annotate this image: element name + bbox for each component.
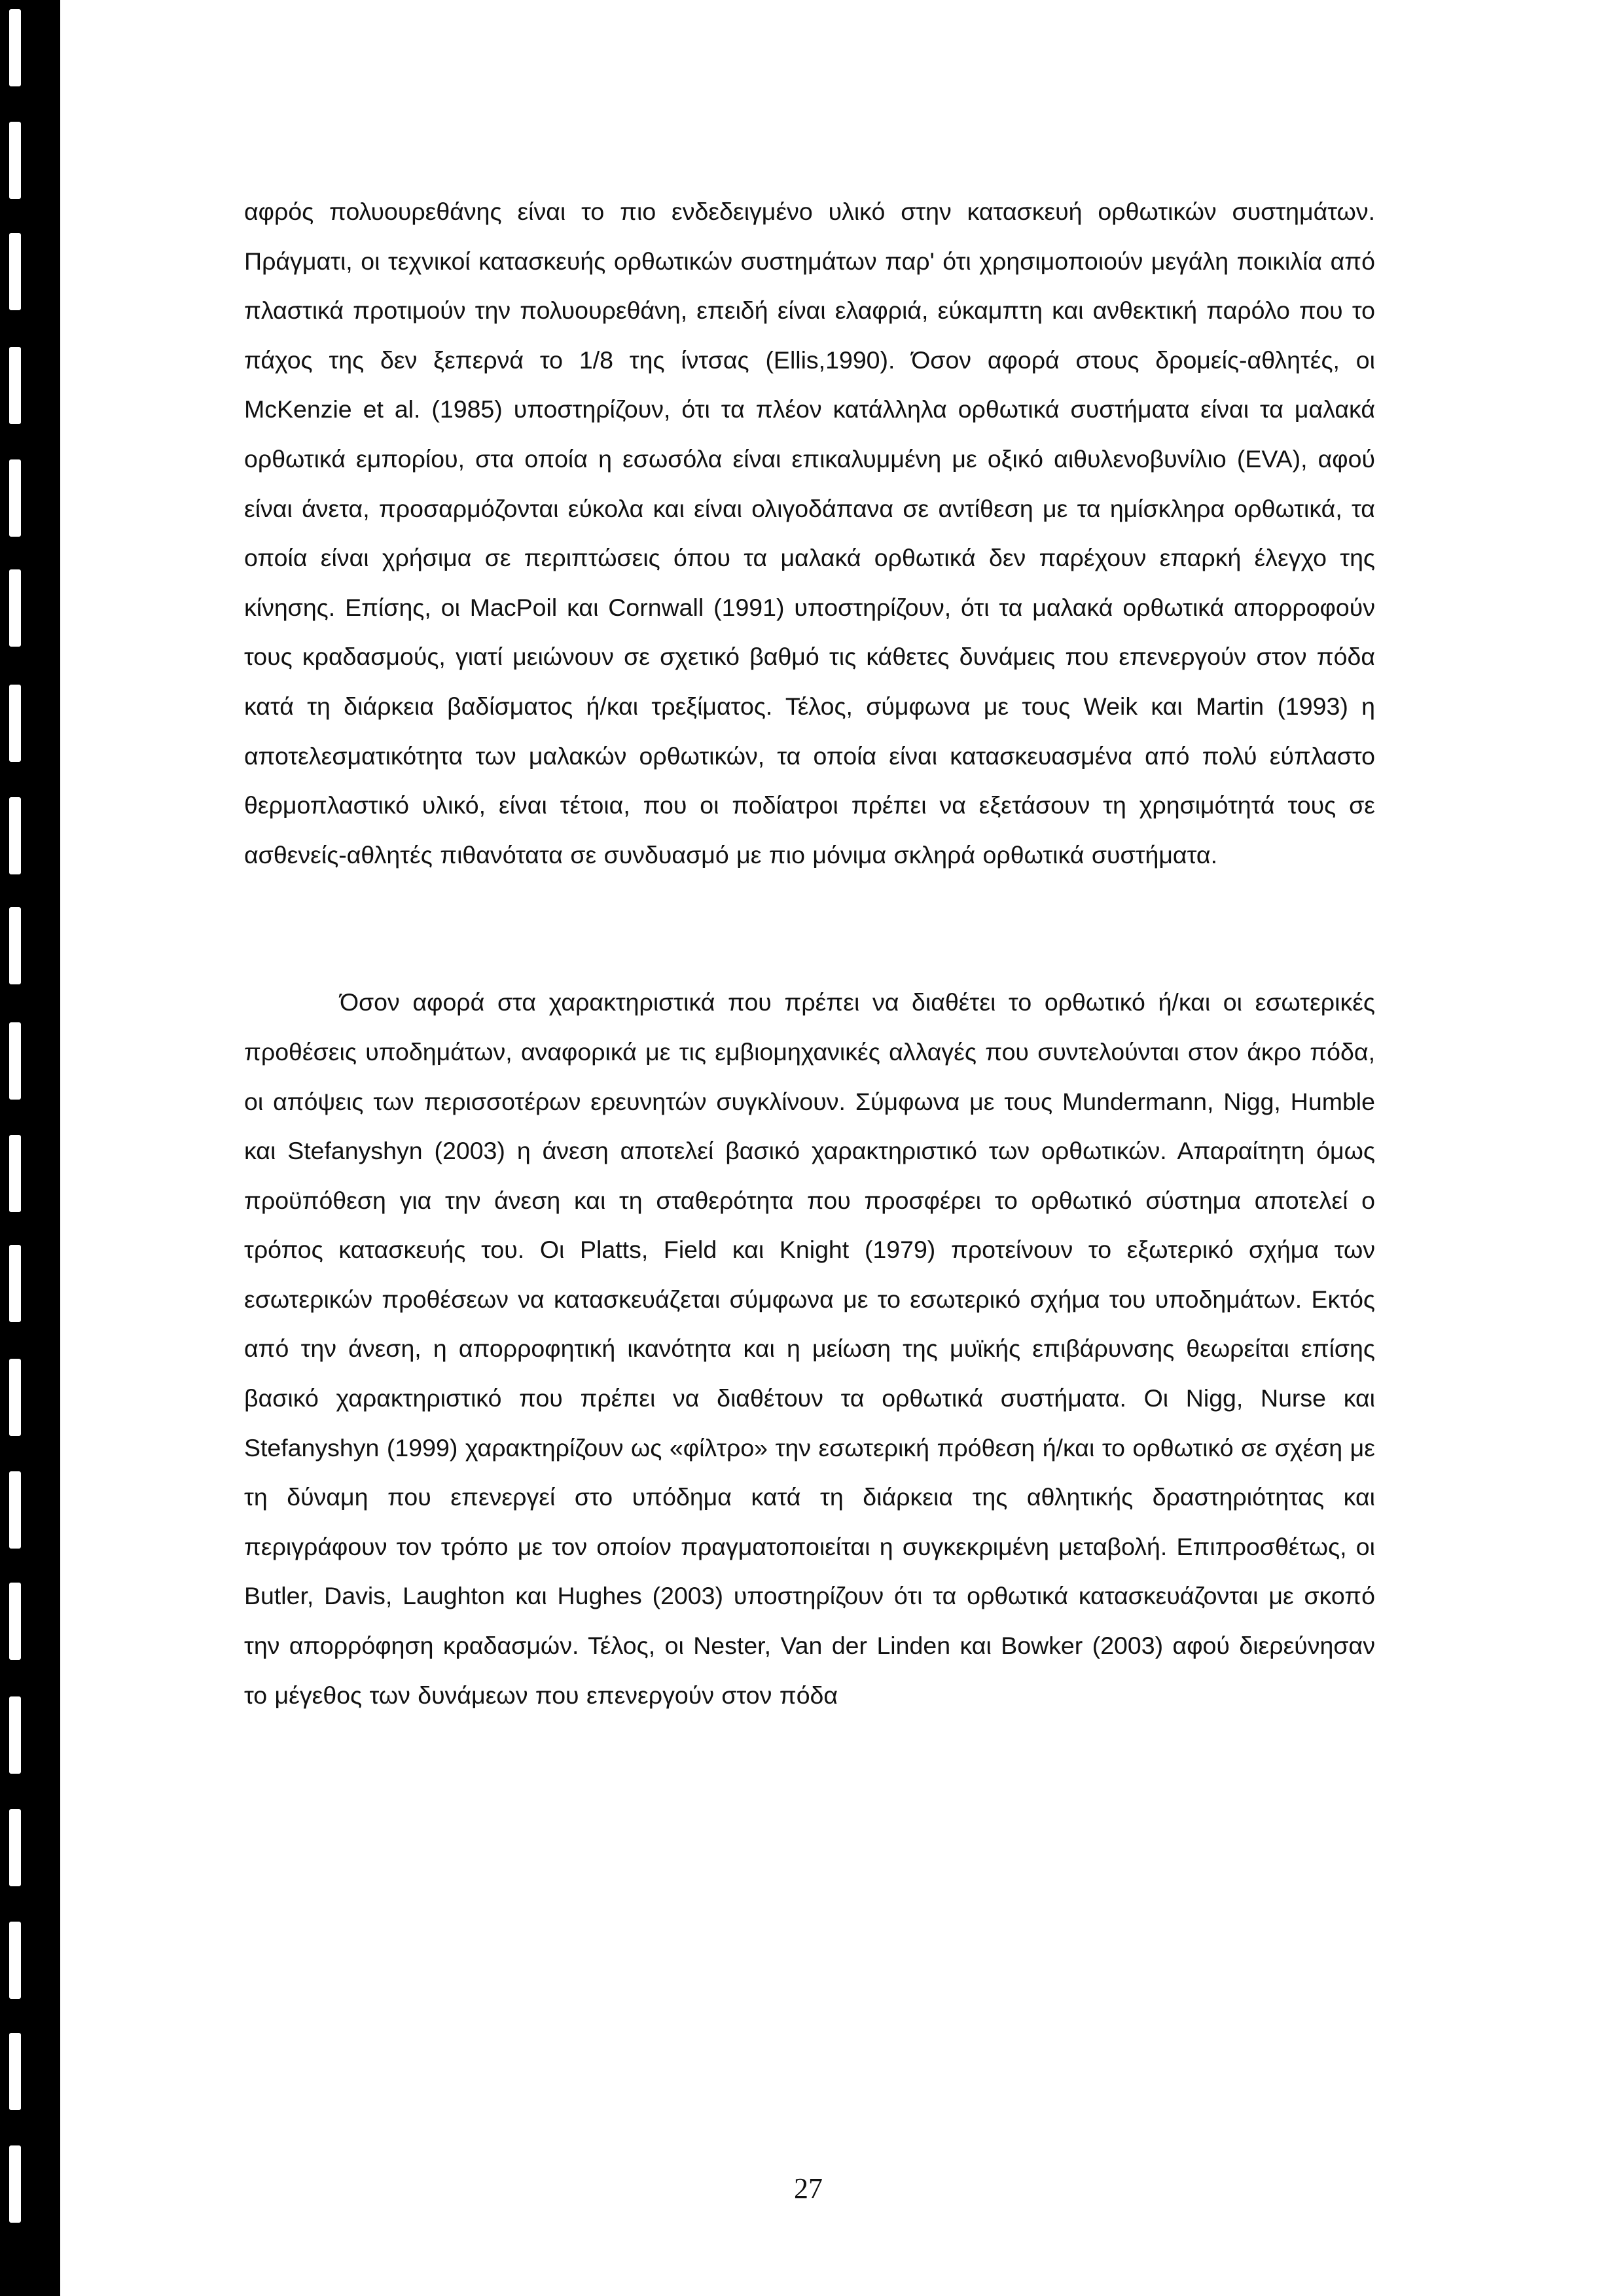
binder-hole — [9, 1696, 21, 1774]
body-paragraph: Όσον αφορά στα χαρακτηριστικά που πρέπει να διαθέτει το ορθωτικό ή/και οι εσωτερικές προθέσεις υποδημάτων, αναφορικά με τις εμβιομηχανικές αλλαγές που συντελούνται στον άκρο πόδα, οι απόψεις των περισσοτέρων ερευνητών συγκλίνουν. Σύμφωνα με τους Mundermann, Nigg, Humble και Stefanyshyn (2003) η άνεση αποτελεί βασικό χαρακτηριστικό των ορθωτικών. Απαραίτητη όμως προϋπόθεση για την άνεση και τη σταθερότητα που προσφέρει το ορθωτικό σύστημα αποτελεί ο τρόπος κατασκευής του. Οι Platts, Field και Knight (1979) προτείνουν το εξωτερικό σχήμα των εσωτερικών προθέσεων να κατασκευάζεται σύμφωνα με το εσωτερικό σχήμα του υποδημάτων. Εκτός από την άνεση, η απορροφητική ικανότητα και η μείωση της μυϊκής επιβάρυνσης θεωρείται επίσης βασικό χαρακτηριστικό που πρέπει να διαθέτουν τα ορθωτικά συστήματα. Οι Nigg, Nurse και Stefanyshyn (1999) χαρακτηρίζουν ως «φίλτρο» την εσωτερική πρόθεση ή/και το ορθωτικό σε σχέση με τη δύναμη που επενεργεί στο υπόδημα κατά τη διάρκεια της αθλητικής δραστηριότητας και περιγράφουν τον τρόπο με τον οποίον πραγματοποιείται η συγκεκριμένη μεταβολή. Επιπροσθέτως, οι Butler, Davis, Laughton και Hughes (2003) υποστηρίζουν ότι τα ορθωτικά κατασκευάζονται με σκοπό την απορρόφηση κραδασμών. Τέλος, οι Nester, Van der Linden και Bowker (2003) αφού διερεύνησαν το μέγεθος των δυνάμεων που επενεργούν στον πόδα — [244, 988, 1375, 1709]
binder-hole — [9, 347, 21, 424]
binder-hole — [9, 1022, 21, 1100]
page-body — [244, 187, 1375, 1720]
binder-hole — [9, 459, 21, 537]
binder-hole — [9, 1359, 21, 1436]
body-paragraph: αφρός πολυουρεθάνης είναι το πιο ενδεδειγμένο υλικό στην κατασκευή ορθωτικών συστημάτων. Πράγματι, οι τεχνικοί κατασκευής ορθωτικών συστημάτων παρ' ότι χρησιμοποιούν μεγάλη ποικιλία από πλαστικά προτιμούν την πολυουρεθάνη, επειδή είναι ελαφριά, εύκαμπτη και ανθεκτική παρόλο που το πάχος της δεν ξεπερνά το 1/8 της ίντσας (Ellis,1990). Όσον αφορά στους δρομείς-αθλητές, οι McKenzie et al. (1985) υποστηρίζουν, ότι τα πλέον κατάλληλα ορθωτικά συστήματα είναι τα μαλακά ορθωτικά εμπορίου, στα οποία η εσωσόλα είναι επικαλυμμένη με οξικό αιθυλενοβυνίλιο (EVA), αφού είναι άνετα, προσαρμόζονται εύκολα και είναι ολιγοδάπανα σε αντίθεση με τα ημίσκληρα ορθωτικά, τα οποία είναι χρήσιμα σε περιπτώσεις όπου τα μαλακά ορθωτικά δεν παρέχουν επαρκή έλεγχο της κίνησης. Επίσης, οι MacPoil και Cornwall (1991) υποστηρίζουν, ότι τα μαλακά ορθωτικά απορροφούν τους κραδασμούς, γιατί μειώνουν σε σχετικό βαθμό τις κάθετες δυνάμεις που επενεργούν στον πόδα κατά τη διάρκεια βαδίσματος ή/και τρεξίματος. Τέλος, σύμφωνα με τους Weik και Martin (1993) η αποτελεσματικότητα των μαλακών ορθωτικών, τα οποία είναι κατασκευασμένα από πολύ εύπλαστο θερμοπλαστικό υλικό, είναι τέτοια, που οι ποδίατροι πρέπει να εξετάσουν τη χρησιμότητά τους σε ασθενείς-αθλητές πιθανότατα σε συνδυασμό με πιο μόνιμα σκληρά ορθωτικά συστήματα. — [244, 198, 1375, 869]
binder-hole — [9, 1922, 21, 1999]
binder-hole — [9, 1471, 21, 1549]
page-number: 27 — [794, 2172, 823, 2204]
binder-hole — [9, 797, 21, 874]
binder-hole — [9, 9, 21, 86]
binder-hole — [9, 2033, 21, 2110]
binder-strip — [0, 0, 60, 2296]
binder-hole — [9, 569, 21, 647]
binder-hole — [9, 1583, 21, 1660]
binder-hole — [9, 233, 21, 310]
binder-hole — [9, 1245, 21, 1322]
binder-hole — [9, 2145, 21, 2223]
binder-hole — [9, 122, 21, 199]
binder-hole — [9, 907, 21, 984]
binder-hole — [9, 1135, 21, 1212]
binder-hole — [9, 685, 21, 762]
binder-hole — [9, 1809, 21, 1886]
